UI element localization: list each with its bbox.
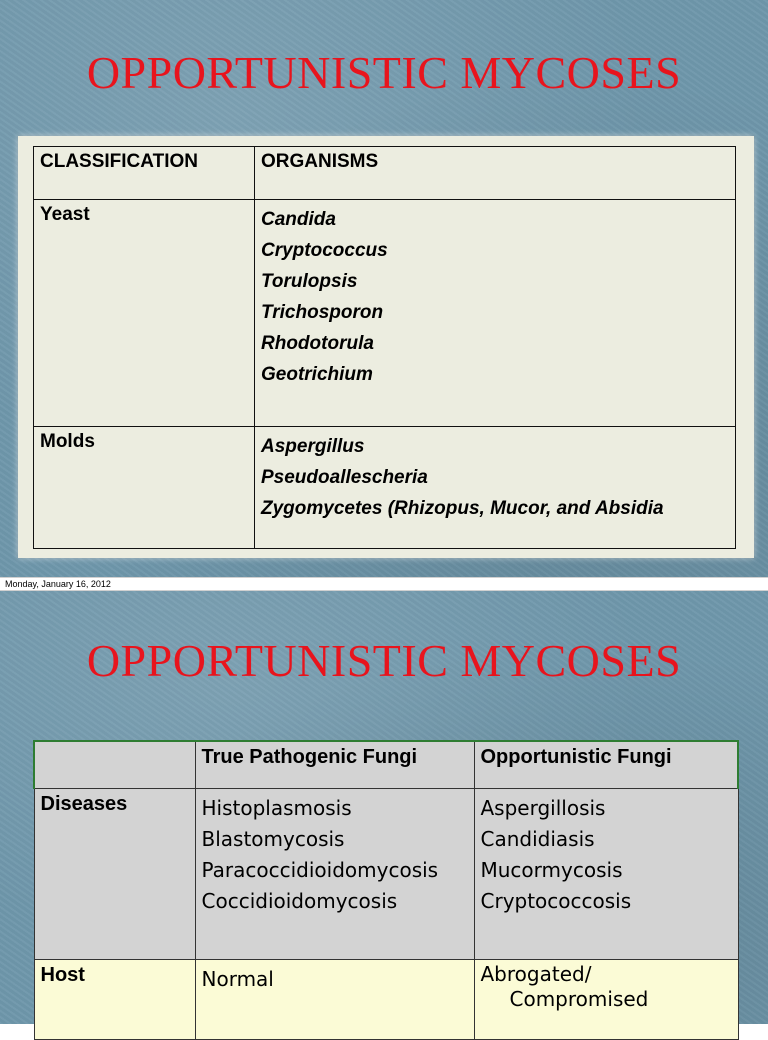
host-item: Abrogated/ (480, 961, 592, 986)
header-opportunistic: Opportunistic Fungi (474, 741, 738, 788)
table-header-row (34, 147, 736, 200)
organism-item: Cryptococcus (261, 240, 388, 261)
table-row (34, 427, 736, 549)
disease-item: Mucormycosis (480, 857, 623, 882)
disease-item: Aspergillosis (480, 795, 606, 820)
slide-1-title: OPPORTUNISTIC MYCOSES (86, 47, 682, 98)
header-true-pathogenic: True Pathogenic Fungi (195, 741, 474, 788)
slide-2-title: OPPORTUNISTIC MYCOSES (86, 635, 682, 686)
organism-item: Rhodotorula (261, 333, 374, 354)
host-item: Compromised (509, 986, 649, 1011)
organism-item: Zygomycetes (Rhizopus, Mucor, and Absidia (261, 498, 664, 519)
host-item: Normal (201, 966, 274, 991)
slide-date-bar (0, 577, 768, 591)
disease-item: Paracoccidioidomycosis (201, 857, 439, 882)
organism-item: Candida (261, 209, 336, 230)
classification-yeast: Yeast (34, 200, 255, 427)
organisms-molds (255, 427, 736, 549)
classification-molds: Molds (34, 427, 255, 549)
classification-table (33, 146, 736, 549)
organism-item: Trichosporon (261, 302, 384, 323)
table-row (34, 959, 738, 1039)
organism-item: Geotrichium (261, 364, 373, 385)
slide-date: Monday, January 16, 2012 (5, 579, 111, 589)
organisms-yeast (255, 200, 736, 427)
row-label-host: Host (34, 959, 195, 1039)
host-opportunistic (474, 959, 738, 1039)
organism-item: Aspergillus (261, 436, 365, 457)
organism-item: Torulopsis (261, 271, 358, 292)
table-row (34, 788, 738, 959)
header-empty (34, 741, 195, 788)
host-true-pathogenic (195, 959, 474, 1039)
diseases-true-pathogenic (195, 788, 474, 959)
disease-item: Blastomycosis (201, 826, 345, 851)
disease-item: Cryptococcosis (480, 888, 632, 913)
header-classification: CLASSIFICATION (34, 147, 255, 200)
diseases-opportunistic (474, 788, 738, 959)
organism-item: Pseudoallescheria (261, 467, 428, 488)
disease-item: Candidiasis (480, 826, 595, 851)
fungi-comparison-table (33, 740, 739, 1040)
row-label-diseases: Diseases (34, 788, 195, 959)
table-header-row (34, 741, 738, 788)
table-row (34, 200, 736, 427)
disease-item: Histoplasmosis (201, 795, 352, 820)
header-organisms: ORGANISMS (255, 147, 736, 200)
disease-item: Coccidioidomycosis (201, 888, 398, 913)
